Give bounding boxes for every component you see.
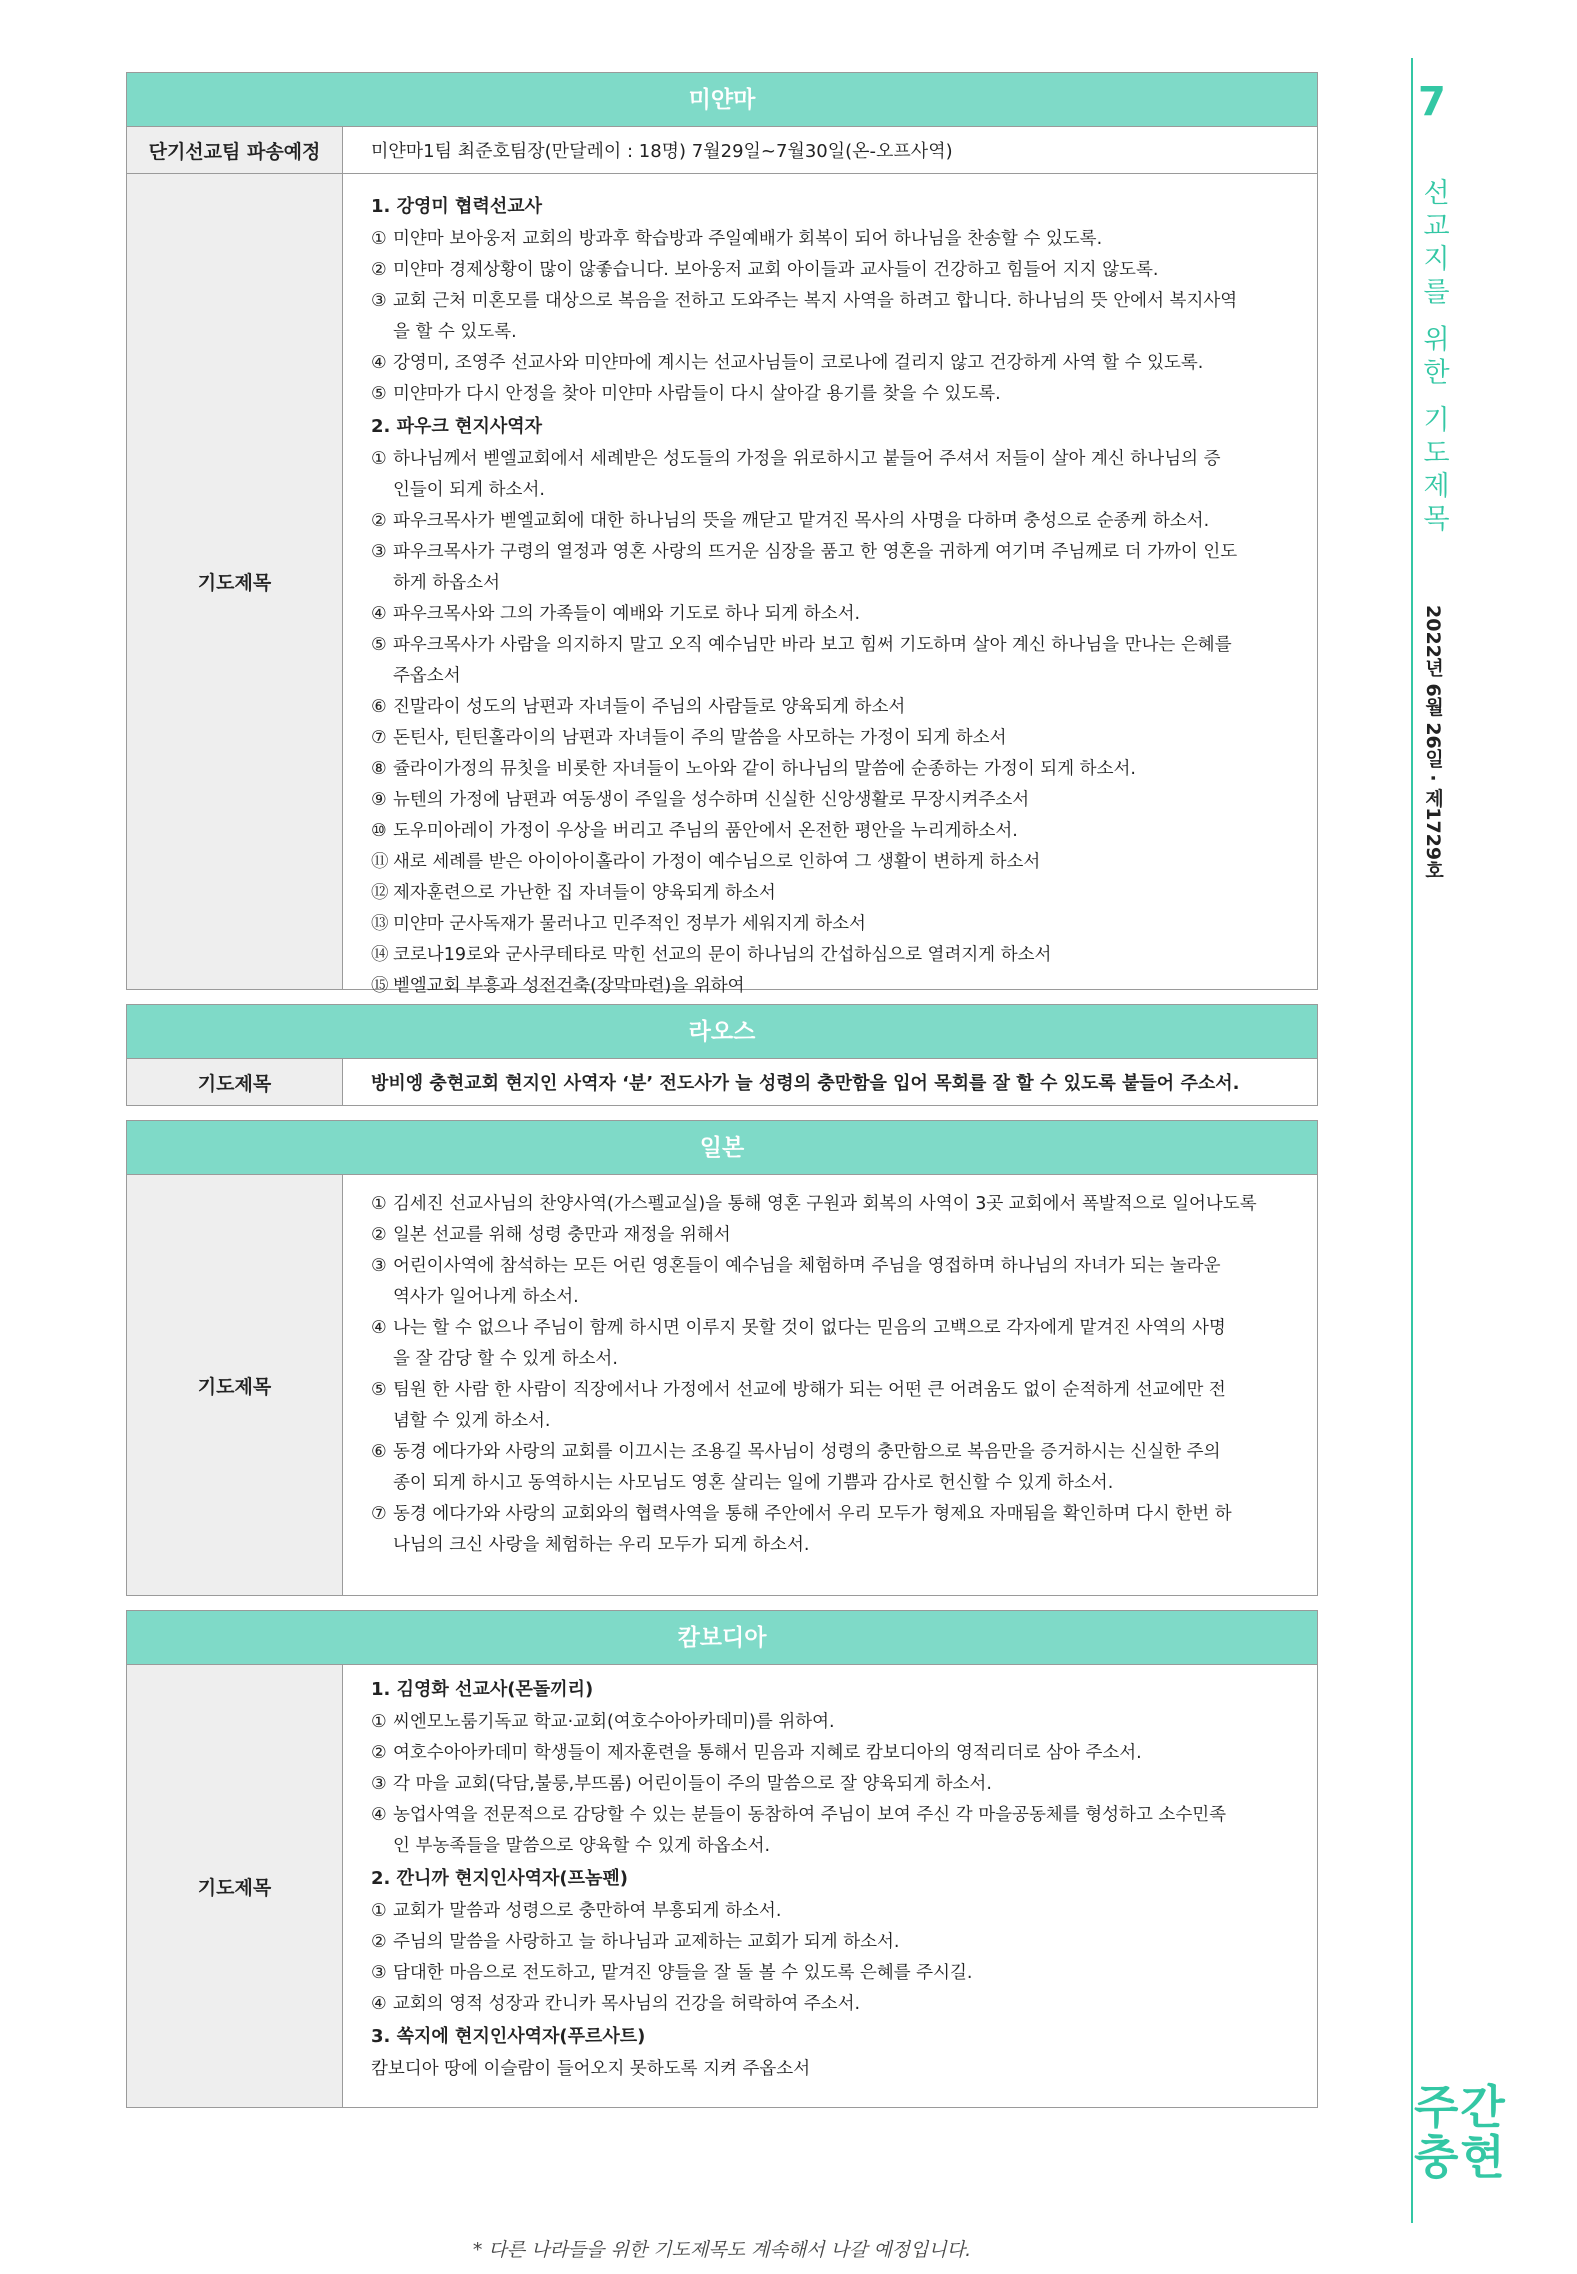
item-text — [393, 1958, 1295, 1989]
item-text — [393, 1313, 1295, 1375]
item-text — [393, 692, 1295, 723]
item-text — [393, 379, 1295, 410]
item-number: ② — [371, 1225, 387, 1245]
item-text-line: 팀원 한 사람 한 사람이 직장에서나 가정에서 선교에 방해가 되는 어떤 큰 어려움도 없이 순적하게 선교에만 전 — [393, 1380, 1226, 1400]
item-number: ⑦ — [371, 1504, 387, 1524]
item-text-line: 교회의 영적 성장과 칸니카 목사님의 건강을 허락하여 주소서. — [393, 1994, 861, 2014]
item-text-line: 코로나19로와 군사쿠테타로 막힌 선교의 문이 하나님의 간섭하심으로 열려지게 하소서 — [393, 945, 1052, 965]
item-text-line: 각 마을 교회(닥담,불룽,부뜨롬) 어린이들이 주의 말씀으로 잘 양육되게 하소서. — [393, 1774, 992, 1794]
prayer-item — [371, 630, 1295, 692]
item-text-line: 담대한 마음으로 전도하고, 맡겨진 양들을 잘 돌 볼 수 있도록 은혜를 주시길. — [393, 1963, 973, 1983]
table-row — [127, 1665, 1317, 2107]
item-text-line: 씨엔모노룸기독교 학교·교회(여호수아아카데미)를 위하여. — [393, 1712, 835, 1732]
prayer-item — [371, 1738, 1295, 1769]
item-number: ④ — [371, 604, 387, 624]
item-text-line: 교회 근처 미혼모를 대상으로 복음을 전하고 도와주는 복지 사역을 하려고 합니다. 하나님의 뜻 안에서 복지사역 — [393, 291, 1238, 311]
item-text — [393, 1927, 1295, 1958]
prayer-item — [371, 1958, 1295, 1989]
item-text — [393, 348, 1295, 379]
item-text-line: 동경 에다가와 사랑의 교회와의 협력사역을 통해 주안에서 우리 모두가 형제요 자매됨을 확인하며 다시 한번 하 — [393, 1504, 1232, 1524]
prayer-item — [371, 692, 1295, 723]
item-number: ⑨ — [371, 790, 387, 810]
vertical-title: 선교지를 위한 기도제목 — [1418, 178, 1449, 538]
margin-rule — [1411, 58, 1413, 2223]
item-number: ③ — [371, 1963, 387, 1983]
group-title: 1. 김영화 선교사(몬돌끼리) — [371, 1679, 594, 1700]
item-text-line: 파우크목사가 사람을 의지하지 말고 오직 예수님만 바라 보고 힘써 기도하며 살아 계신 하나님을 만나는 은혜를 — [393, 635, 1232, 655]
item-text-line: 하게 하옵소서 — [393, 573, 500, 593]
item-text-line: 나는 할 수 없으나 주님이 함께 하시면 이루지 못할 것이 없다는 믿음의 고백으로 각자에게 맡겨진 사역의 사명 — [393, 1318, 1226, 1338]
item-number: ② — [371, 260, 387, 280]
item-text-line: 주옵소서 — [393, 666, 461, 686]
item-text — [393, 909, 1295, 940]
item-number: ⑬ — [371, 914, 389, 934]
country-section — [126, 1004, 1318, 1106]
prayer-item — [371, 537, 1295, 599]
publication-name-line1: 주간 — [1414, 2080, 1507, 2134]
item-number: ⑫ — [371, 883, 389, 903]
item-number: ⑤ — [371, 635, 387, 655]
group-title: 2. 파우크 현지사역자 — [371, 416, 542, 437]
prayer-item — [371, 1220, 1295, 1251]
item-text-line: 파우크목사와 그의 가족들이 예배와 기도로 하나 되게 하소서. — [393, 604, 861, 624]
item-text — [393, 1989, 1295, 2020]
item-number: ⑥ — [371, 697, 387, 717]
item-number: ② — [371, 511, 387, 531]
item-text-line: 종이 되게 하시고 동역하시는 사모님도 영혼 살리는 일에 기쁨과 감사로 헌신할 수 있게 하소서. — [393, 1473, 1114, 1493]
prayer-item — [371, 1896, 1295, 1927]
country-section — [126, 72, 1318, 996]
item-text-line: 새로 세례를 받은 아이아이홀라이 가정이 예수님으로 인하여 그 생활이 변하게 하소서 — [393, 852, 1041, 872]
item-text — [393, 940, 1295, 971]
item-text — [393, 630, 1295, 692]
prayer-item — [371, 1437, 1295, 1499]
item-text-line: 미얀마가 다시 안정을 찾아 미얀마 사람들이 다시 살아갈 용기를 찾을 수 있도록. — [393, 384, 1001, 404]
item-number: ⑧ — [371, 759, 387, 779]
prayer-item — [371, 286, 1295, 348]
country-section — [126, 1120, 1318, 1596]
group-title: 1. 강영미 협력선교사 — [371, 196, 542, 217]
row-content: 방비엥 충현교회 현지인 사역자 ‘분’ 전도사가 늘 성령의 충만함을 입어 목회를 잘 할 수 있도록 붙들어 주소서. — [371, 1073, 1240, 1094]
item-number: ① — [371, 1712, 387, 1732]
item-text — [393, 1769, 1295, 1800]
item-text-line: 도우미아레이 가정이 우상을 버리고 주님의 품안에서 온전한 평안을 누리게하소서. — [393, 821, 1018, 841]
table-row — [127, 1175, 1317, 1595]
prayer-item — [371, 909, 1295, 940]
item-text-line: 교회가 말씀과 성령으로 충만하여 부흥되게 하소서. — [393, 1901, 782, 1921]
item-number: ③ — [371, 291, 387, 311]
prayer-item — [371, 1927, 1295, 1958]
item-text-line: 진말라이 성도의 남편과 자녀들이 주님의 사람들로 양육되게 하소서 — [393, 697, 906, 717]
item-text — [393, 1499, 1295, 1561]
item-text-line: 제자훈련으로 가난한 집 자녀들이 양육되게 하소서 — [393, 883, 776, 903]
item-text-line: 나님의 크신 사랑을 체험하는 우리 모두가 되게 하소서. — [393, 1535, 810, 1555]
country-header: 캄보디아 — [127, 1611, 1317, 1665]
prayer-item — [371, 940, 1295, 971]
item-number: ⑮ — [371, 976, 389, 996]
prayer-item — [371, 224, 1295, 255]
item-text-line: 벧엘교회 부흥과 성전건축(장막마련)을 위하여 — [393, 976, 745, 996]
item-number: ⑩ — [371, 821, 387, 841]
item-text — [393, 723, 1295, 754]
item-number: ① — [371, 229, 387, 249]
item-text-line: 쥴라이가정의 뮤칫을 비롯한 자녀들이 노아와 같이 하나님의 말씀에 순종하는 가정이 되게 하소서. — [393, 759, 1136, 779]
item-text-line: 미얀마 군사독재가 물러나고 민주적인 정부가 세워지게 하소서 — [393, 914, 866, 934]
item-text-line: 농업사역을 전문적으로 감당할 수 있는 분들이 동참하여 주님이 보여 주신 각 마을공동체를 형성하고 소수민족 — [393, 1805, 1227, 1825]
page-number: 7 — [1418, 79, 1446, 125]
item-number: ② — [371, 1932, 387, 1952]
item-text — [393, 1375, 1295, 1437]
item-number: ③ — [371, 1256, 387, 1276]
prayer-item — [371, 1313, 1295, 1375]
item-number: ③ — [371, 542, 387, 562]
item-number: ① — [371, 1194, 387, 1214]
item-text-line: 김세진 선교사님의 찬양사역(가스펠교실)을 통해 영혼 구원과 회복의 사역이 3곳 교회에서 폭발적으로 일어나도록 — [393, 1194, 1257, 1214]
prayer-item — [371, 379, 1295, 410]
item-text — [393, 506, 1295, 537]
publication-name-line2: 충현 — [1414, 2130, 1507, 2184]
item-text-line: 강영미, 조영주 선교사와 미얀마에 계시는 선교사님들이 코로나에 걸리지 않고 건강하게 사역 할 수 있도록. — [393, 353, 1204, 373]
item-text — [393, 1800, 1295, 1862]
prayer-item — [371, 1769, 1295, 1800]
item-text — [393, 754, 1295, 785]
item-text-line: 동경 에다가와 사랑의 교회를 이끄시는 조용길 목사님이 성령의 충만함으로 복음만을 증거하시는 신실한 주의 — [393, 1442, 1221, 1462]
footnote: * 다른 나라들을 위한 기도제목도 계속해서 나갈 예정입니다. — [472, 2239, 972, 2261]
row-label: 단기선교팀 파송예정 — [127, 127, 343, 173]
row-label: 기도제목 — [127, 1059, 343, 1105]
item-text-line: 여호수아아카데미 학생들이 제자훈련을 통해서 믿음과 지혜로 캄보디아의 영적리더로 삼아 주소서. — [393, 1743, 1142, 1763]
item-text-line: 을 할 수 있도록. — [393, 322, 517, 342]
issue-date: 2022년 6월 26일 · 제1729호 — [1422, 605, 1444, 880]
prayer-item — [371, 785, 1295, 816]
item-text-line: 인들이 되게 하소서. — [393, 480, 545, 500]
item-text-line: 돈틴사, 틴틴홀라이의 남편과 자녀들이 주의 말씀을 사모하는 가정이 되게 하소서 — [393, 728, 1007, 748]
item-number: ⑤ — [371, 384, 387, 404]
item-text-line: 파우크목사가 구령의 열정과 영혼 사랑의 뜨거운 심장을 품고 한 영혼을 귀하게 여기며 주님께로 더 가까이 인도 — [393, 542, 1238, 562]
prayer-sections — [126, 72, 1318, 2108]
item-number: ⑭ — [371, 945, 389, 965]
item-text — [393, 1707, 1295, 1738]
prayer-item — [371, 847, 1295, 878]
item-text — [393, 1251, 1295, 1313]
item-text — [393, 444, 1295, 506]
item-text-line: 주님의 말씀을 사랑하고 늘 하나님과 교제하는 교회가 되게 하소서. — [393, 1932, 900, 1952]
item-number: ③ — [371, 1774, 387, 1794]
item-number: ④ — [371, 1805, 387, 1825]
item-number: ⑥ — [371, 1442, 387, 1462]
item-text-line: 일본 선교를 위해 성령 충만과 재정을 위해서 — [393, 1225, 731, 1245]
prayer-item — [371, 971, 1295, 1002]
row-label: 기도제목 — [127, 1665, 343, 2107]
group-title: 3. 쏙지에 현지인사역자(푸르사트) — [371, 2026, 646, 2047]
row-content: 미얀마1팀 최준호팀장(만달레이 : 18명) 7월29일~7월30일(온-오프사역) — [371, 141, 953, 162]
prayer-item — [371, 348, 1295, 379]
prayer-item — [371, 816, 1295, 847]
prayer-item — [371, 1499, 1295, 1561]
item-text-line: 역사가 일어나게 하소서. — [393, 1287, 579, 1307]
prayer-item — [371, 444, 1295, 506]
country-section — [126, 1610, 1318, 2108]
item-number: ⑤ — [371, 1380, 387, 1400]
prayer-item — [371, 599, 1295, 630]
item-text — [393, 1220, 1295, 1251]
item-number: ① — [371, 1901, 387, 1921]
item-text-line: 미얀마 보아웅저 교회의 방과후 학습방과 주일예배가 회복이 되어 하나님을 찬송할 수 있도록. — [393, 229, 1103, 249]
prayer-item — [371, 878, 1295, 909]
item-text-line: 인 부농족들을 말씀으로 양육할 수 있게 하옵소서. — [393, 1836, 771, 1856]
item-number: ④ — [371, 1994, 387, 2014]
item-text-line: 념할 수 있게 하소서. — [393, 1411, 551, 1431]
item-number: ④ — [371, 353, 387, 373]
item-text — [393, 1189, 1295, 1220]
prayer-item — [371, 1707, 1295, 1738]
row-label: 기도제목 — [127, 1175, 343, 1595]
country-header: 라오스 — [127, 1005, 1317, 1059]
prayer-item — [371, 1189, 1295, 1220]
item-text — [393, 816, 1295, 847]
item-number: ② — [371, 1743, 387, 1763]
item-text — [393, 286, 1295, 348]
item-text-line: 하나님께서 벧엘교회에서 세례받은 성도들의 가정을 위로하시고 붙들어 주셔서 저들이 살아 계신 하나님의 증 — [393, 449, 1221, 469]
item-number: ① — [371, 449, 387, 469]
publication-name — [1414, 2082, 1514, 2182]
table-row — [127, 173, 1317, 996]
table-row — [127, 127, 1317, 173]
prayer-item — [371, 1375, 1295, 1437]
prayer-item — [371, 1800, 1295, 1862]
item-text — [393, 224, 1295, 255]
item-text — [393, 878, 1295, 909]
item-number: ⑦ — [371, 728, 387, 748]
item-number: ④ — [371, 1318, 387, 1338]
prayer-item — [371, 1989, 1295, 2020]
item-text-line: 어린이사역에 참석하는 모든 어린 영혼들이 예수님을 체험하며 주님을 영접하며 하나님의 자녀가 되는 놀라운 — [393, 1256, 1221, 1276]
item-text-line: 뉴텐의 가정에 남편과 여동생이 주일을 성수하며 신실한 신앙생활로 무장시켜주소서 — [393, 790, 1030, 810]
plain-text: 캄보디아 땅에 이슬람이 들어오지 못하도록 지켜 주옵소서 — [371, 2059, 811, 2079]
item-text-line: 파우크목사가 벧엘교회에 대한 하나님의 뜻을 깨닫고 맡겨진 목사의 사명을 다하며 충성으로 순종케 하소서. — [393, 511, 1210, 531]
row-content — [343, 174, 1317, 996]
item-text-line: 미얀마 경제상황이 많이 않좋습니다. 보아웅저 교회 아이들과 교사들이 건강하고 힘들어 지지 않도록. — [393, 260, 1159, 280]
prayer-item — [371, 754, 1295, 785]
country-header: 일본 — [127, 1121, 1317, 1175]
item-text — [393, 255, 1295, 286]
item-text — [393, 1896, 1295, 1927]
item-number: ⑪ — [371, 852, 389, 872]
prayer-item — [371, 1251, 1295, 1313]
item-text — [393, 537, 1295, 599]
item-text — [393, 599, 1295, 630]
table-row — [127, 1059, 1317, 1105]
row-content — [343, 1665, 1317, 2107]
item-text — [393, 971, 1295, 1002]
prayer-item — [371, 255, 1295, 286]
item-text — [393, 1738, 1295, 1769]
group-title: 2. 깐니까 현지인사역자(프놈펜) — [371, 1868, 629, 1889]
item-text — [393, 847, 1295, 878]
item-text — [393, 1437, 1295, 1499]
row-content — [343, 1175, 1317, 1595]
prayer-item — [371, 723, 1295, 754]
country-header: 미얀마 — [127, 73, 1317, 127]
row-label: 기도제목 — [127, 174, 343, 989]
item-text — [393, 785, 1295, 816]
item-text-line: 을 잘 감당 할 수 있게 하소서. — [393, 1349, 618, 1369]
prayer-item — [371, 506, 1295, 537]
